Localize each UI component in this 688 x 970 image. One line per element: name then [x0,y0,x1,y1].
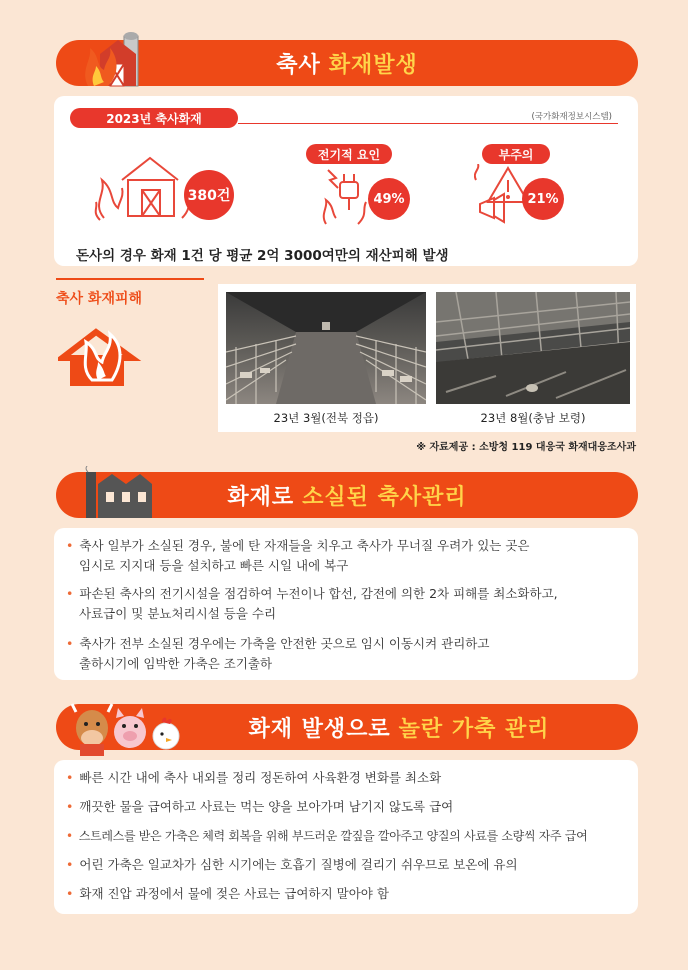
barn-fire-icon [78,26,158,92]
section2-bullet-3-line2: 출하시기에 임박한 가축은 조기출하 [79,656,273,671]
cause1-badge: 49% [368,178,410,220]
section2-bullet-1: • 축사 일부가 소실된 경우, 불에 탄 자재들을 치우고 축사가 무너질 우려가 있는 곳은 임시로 지지대 등을 설치하고 빠른 시일 내에 복구 [66,536,530,576]
section2-bullet-1-line1: 축사 일부가 소실된 경우, 불에 탄 자재들을 치우고 축사가 무너질 우려가 있는 곳은 [79,538,530,553]
cause2-badge: 21% [522,178,564,220]
burned-barn-photo-2 [436,292,630,404]
section3-bullet-5-text: 화재 진압 과정에서 물에 젖은 사료는 급여하지 말아야 함 [79,886,389,901]
header2-title-highlight: 소실된 축사관리 [302,484,467,510]
cause1-pill: 전기적 요인 [306,144,392,164]
stats-summary: 돈사의 경우 화재 1건 당 평균 2억 3000여만의 재산피해 발생 [76,248,449,264]
header2-title-white: 화재로 [227,484,295,510]
section3-bullet-4-text: 어린 가축은 일교차가 심한 시기에는 호흡기 질병에 걸리기 쉬우므로 보온에 유의 [79,857,518,872]
section3-bullet-2: • 깨끗한 물을 급여하고 사료는 먹는 양을 보아가며 남기지 않도록 급여 [66,799,454,814]
header3-title-white: 화재 발생으로 [248,716,391,742]
section3-bullet-1: • 빠른 시간 내에 축사 내외를 정리 정돈하여 사육환경 변화를 최소화 [66,770,442,785]
section2-bullet-2: • 파손된 축사의 전기시설을 점검하여 누전이나 합선, 감전에 의한 2차 피해를 최소화하고, 사료급이 및 분뇨처리시설 등을 수리 [66,584,558,624]
divider-line [238,123,618,124]
count-badge: 380건 [184,170,234,220]
photo1-caption: 23년 3월(전북 정읍) [273,411,379,425]
section2-bullet-1-line2: 임시로 지지대 등을 설치하고 빠른 시일 내에 복구 [79,558,349,573]
cause2-pill: 부주의 [482,144,550,164]
section3-bullet-5: • 화재 진압 과정에서 물에 젖은 사료는 급여하지 말아야 함 [66,886,389,901]
burned-factory-icon [82,466,158,522]
header1-title-highlight: 화재발생 [328,52,418,78]
section3-bullet-1-text: 빠른 시간 내에 축사 내외를 정리 정돈하여 사육환경 변화를 최소화 [79,770,442,785]
header3-title-highlight: 놀란 가축 관리 [398,716,550,742]
building-fire-icon [58,318,142,390]
section2-bullet-3: • 축사가 전부 소실된 경우에는 가축을 안전한 곳으로 임시 이동시켜 관리하고 출하시기에 임박한 가축은 조기출하 [66,634,489,674]
house-fire-icon [86,150,198,224]
source-note: (국가화재정보시스템) [531,112,612,122]
section3-bullet-4: • 어린 가축은 일교차가 심한 시기에는 호흡기 질병에 걸리기 쉬우므로 보온에 유의 [66,857,518,872]
section2-bullet-2-line2: 사료급이 및 분뇨처리시설 등을 수리 [79,606,277,621]
damage-label: 축사 화재피해 [56,291,143,307]
data-credit: ※ 자료제공 : 소방청 119 대응국 화재대응조사과 [416,442,636,453]
section2-bullet-2-line1: 파손된 축사의 전기시설을 점검하여 누전이나 합선, 감전에 의한 2차 피해를 최소화하고, [79,586,558,601]
year-label: 2023년 축사화재 [106,111,202,126]
photo2-caption: 23년 8월(충남 보령) [480,411,586,425]
header1-title-white: 축사 [276,52,321,78]
section3-bullet-2-text: 깨끗한 물을 급여하고 사료는 먹는 양을 보아가며 남기지 않도록 급여 [79,799,454,814]
section2-bullet-3-line1: 축사가 전부 소실된 경우에는 가축을 안전한 곳으로 임시 이동시켜 관리하고 [79,636,490,651]
burned-barn-photo-1 [226,292,426,404]
farm-animals-icon [70,700,190,760]
section3-bullet-3: • 스트레스를 받은 가축은 체력 회복을 위해 부드러운 깔짚을 깔아주고 양질의 사료를 소량씩 자주 급여 [66,829,588,843]
damage-label-line [56,278,204,280]
section3-bullet-3-text: 스트레스를 받은 가축은 체력 회복을 위해 부드러운 깔짚을 깔아주고 양질의 사료를 소량씩 자주 급여 [78,829,588,843]
